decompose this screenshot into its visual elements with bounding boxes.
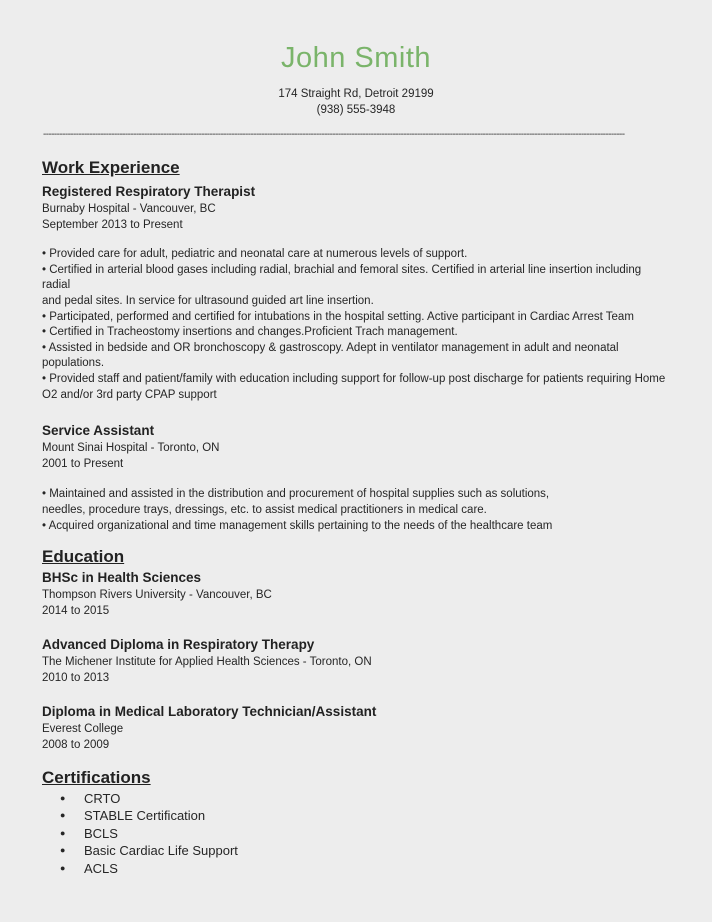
- resume-content: [0, 158, 712, 878]
- education-entry: [42, 637, 672, 686]
- certification-name: Basic Cardiac Life Support: [84, 843, 238, 859]
- education-entry: [42, 704, 672, 753]
- list-item: [60, 842, 672, 860]
- school-name: The Michener Institute for Applied Health Sciences - Toronto, ON: [42, 656, 372, 669]
- job-dates: September 2013 to Present: [42, 218, 183, 231]
- bullet-line: needles, procedure trays, dressings, etc. to assist medical practitioners in medical care.: [42, 503, 487, 516]
- certification-name: CRTO: [84, 790, 121, 806]
- job-title: Registered Respiratory Therapist: [42, 184, 256, 199]
- certification-name: STABLE Certification: [84, 808, 206, 824]
- job-title: Service Assistant: [42, 423, 155, 439]
- bullet-icon: ●: [60, 810, 66, 821]
- education-dates: 2008 to 2009: [42, 739, 110, 752]
- contact-phone: (938) 555-3948: [316, 104, 396, 116]
- job-bullets: [42, 247, 672, 403]
- certification-name: ACLS: [84, 861, 118, 877]
- education-dates: 2014 to 2015: [42, 604, 110, 617]
- degree-title: Advanced Diploma in Respiratory Therapy: [42, 637, 315, 653]
- list-item: [60, 825, 672, 843]
- list-item: [60, 860, 672, 878]
- bullet-line: • Provided care for adult, pediatric and neonatal care at numerous levels of support.: [42, 248, 468, 261]
- job-entry: [42, 184, 672, 403]
- degree-title: BHSc in Health Sciences: [42, 570, 202, 586]
- school-name: Thompson Rivers University - Vancouver, BC: [42, 589, 272, 602]
- job-bullets: [42, 487, 672, 534]
- bullet-icon: ●: [60, 845, 66, 856]
- education-dates: 2010 to 2013: [42, 671, 110, 684]
- job-entry: [42, 423, 672, 534]
- degree-title: Diploma in Medical Laboratory Technician/Assistant: [42, 704, 377, 720]
- bullet-line: • Assisted in bedside and OR bronchoscopy & gastroscopy. Adept in ventilator management in adult and neonatal: [42, 341, 619, 354]
- bullet-icon: ●: [60, 792, 66, 803]
- header-divider: ---------------------------------------------------------------------------------------------------------------------------------------------------------------------------------------------------------------------: [43, 129, 625, 140]
- section-heading-work: Work Experience: [42, 158, 180, 177]
- contact-address: 174 Straight Rd, Detroit 29199: [278, 88, 434, 100]
- list-item: [60, 807, 672, 825]
- job-org: Burnaby Hospital - Vancouver, BC: [42, 203, 216, 215]
- bullet-line: • Acquired organizational and time management skills pertaining to the needs of the healthcare team: [42, 519, 553, 532]
- candidate-name: John Smith: [280, 42, 432, 74]
- section-heading-certifications: Certifications: [42, 767, 151, 787]
- bullet-line: • Certified in Tracheostomy insertions and changes.Proficient Trach management.: [42, 326, 458, 339]
- certification-name: BCLS: [84, 825, 118, 841]
- bullet-line: and pedal sites. In service for ultrasound guided art line insertion.: [42, 294, 374, 307]
- section-heading-education: Education: [42, 547, 125, 567]
- bullet-line: • Provided staff and patient/family with education including support for follow-up post discharge for patients requiring Home: [42, 372, 666, 385]
- job-org: Mount Sinai Hospital - Toronto, ON: [42, 442, 220, 455]
- bullet-line: O2 and/or 3rd party CPAP support: [42, 388, 217, 401]
- bullet-icon: ●: [60, 863, 66, 874]
- school-name: Everest College: [42, 723, 124, 736]
- list-item: [60, 790, 672, 808]
- education-entry: [42, 570, 672, 619]
- bullet-line: • Participated, performed and certified for intubations in the hospital setting. Active participant in Cardiac Arrest Team: [42, 310, 634, 323]
- resume-header: [0, 0, 712, 118]
- certification-list: [42, 790, 672, 878]
- bullet-icon: ●: [60, 827, 66, 838]
- job-dates: 2001 to Present: [42, 457, 124, 470]
- bullet-line: • Maintained and assisted in the distribution and procurement of hospital supplies such as solutions,: [42, 488, 550, 501]
- bullet-line: populations.: [42, 357, 105, 370]
- bullet-line: • Certified in arterial blood gases including radial, brachial and femoral sites. Certified in arterial line insertion including radial: [42, 263, 642, 292]
